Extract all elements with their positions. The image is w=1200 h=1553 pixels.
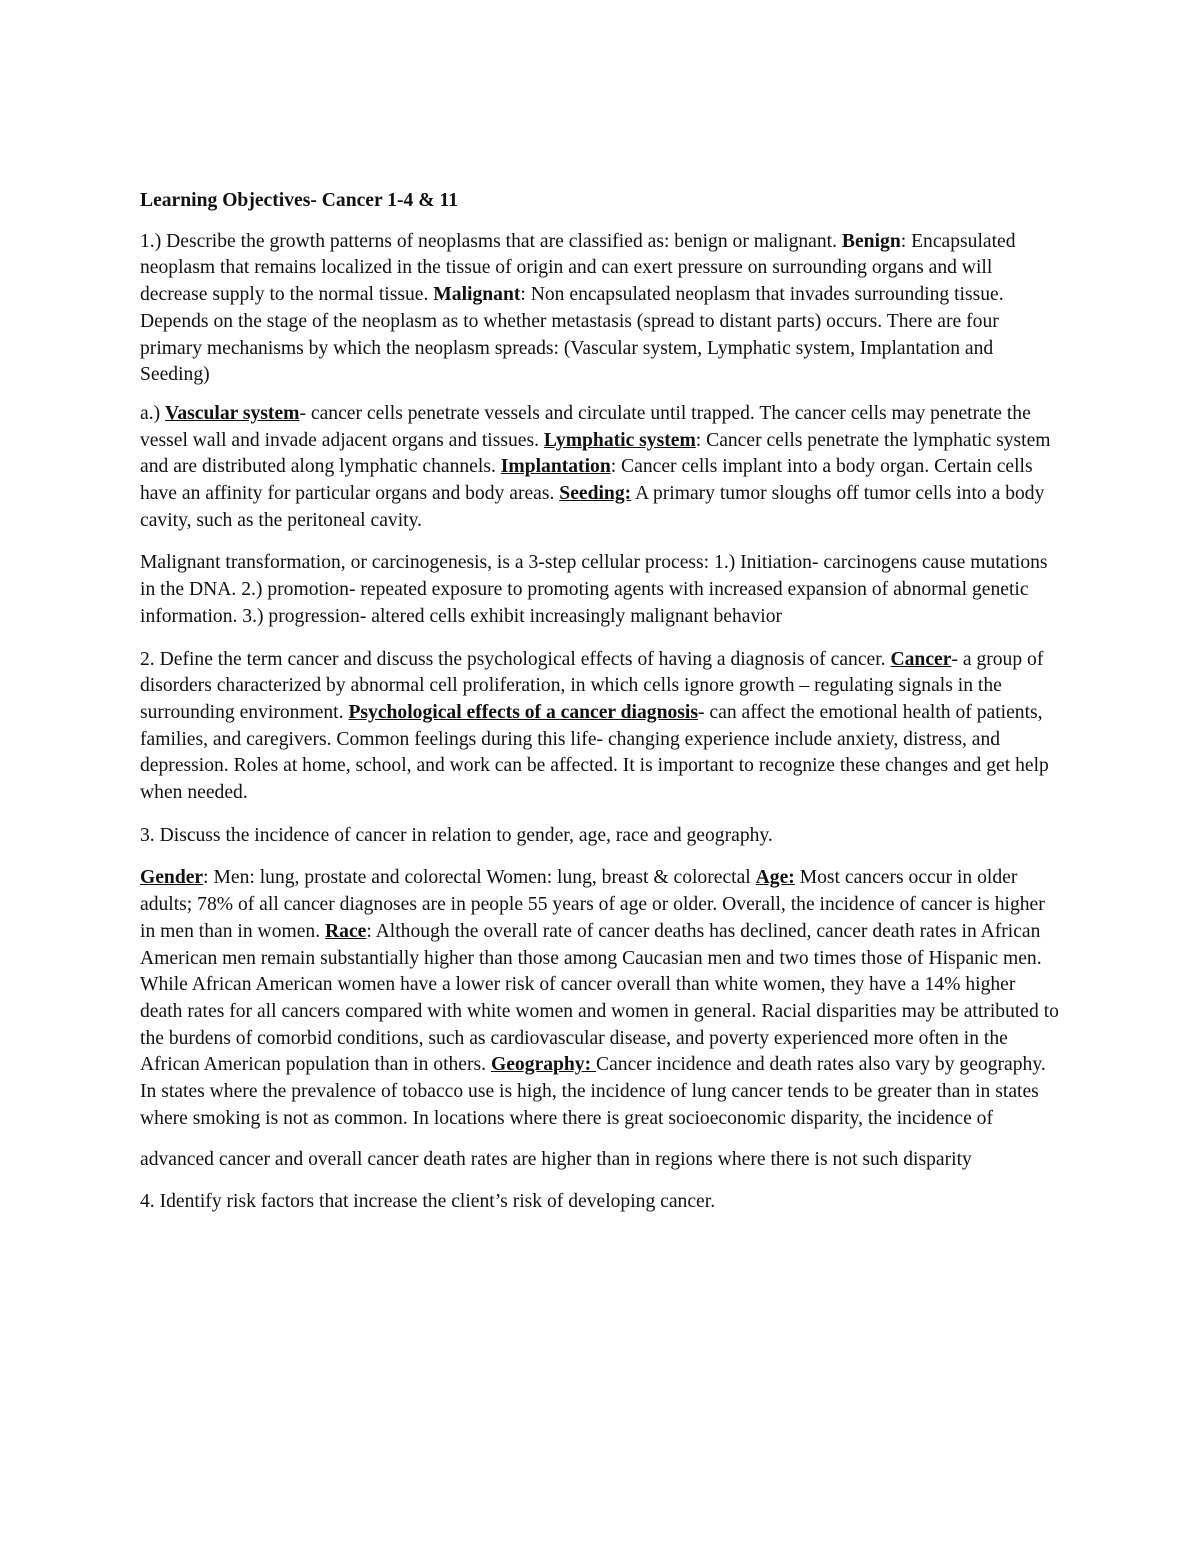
spread-mechanisms-paragraph — [140, 401, 1060, 535]
race-term: Race — [325, 920, 367, 942]
vascular-system-text: - cancer cells penetrate vessels and circulate until trapped. The cancer cells may penetrate the vessel wall and invade adjacent organs and tissues. — [140, 402, 1031, 451]
incidence-paragraph — [140, 865, 1060, 1132]
implantation-term: Implantation — [500, 456, 611, 478]
objective-2-paragraph — [140, 647, 1060, 807]
psychological-effects-term: Psychological effects of a cancer diagnosis — [348, 701, 698, 723]
objective-1-paragraph — [140, 229, 1060, 389]
document-page — [140, 188, 1060, 1232]
objective-1-intro: 1.) Describe the growth patterns of neoplasms that are classified as: benign or malignant. — [140, 230, 838, 252]
malignant-term: Malignant — [433, 284, 521, 306]
cancer-term: Cancer — [890, 648, 952, 670]
seeding-term: Seeding: — [559, 483, 632, 505]
benign-definition: : Encapsulated neoplasm that remains localized in the tissue of origin and can exert pressure on surrounding organs and will decrease supply to the normal tissue. — [140, 230, 1016, 306]
lymphatic-system-text: : Cancer cells penetrate the lymphatic system and are distributed along lymphatic channels. — [140, 429, 1051, 478]
spread-prefix: a.) — [140, 402, 166, 424]
seeding-text: A primary tumor sloughs off tumor cells into a body cavity, such as the peritoneal cavity. — [140, 483, 1045, 531]
psychological-effects-text: - can affect the emotional health of patients, families, and caregivers. Common feelings during this life- changing experience include anxiety, distress, and depression. Roles at home, school, and work can be affected. It is important to recognize these changes and get help when needed. — [140, 701, 1049, 804]
disparity-paragraph: advanced cancer and overall cancer death rates are higher than in regions where there is not such disparity — [140, 1148, 972, 1170]
geography-term: Geography: — [490, 1054, 597, 1076]
document-title: Learning Objectives- Cancer 1-4 & 11 — [140, 190, 458, 211]
objective-2-intro: 2. Define the term cancer and discuss the psychological effects of having a diagnosis of cancer. — [140, 648, 886, 670]
benign-term: Benign — [841, 230, 901, 252]
objective-4-heading: 4. Identify risk factors that increase the client’s risk of developing cancer. — [140, 1191, 716, 1213]
implantation-text: : Cancer cells implant into a body organ. Certain cells have an affinity for particular organs and body areas. — [140, 456, 1033, 505]
lymphatic-system-term: Lymphatic system — [543, 429, 696, 451]
cancer-definition: - a group of disorders characterized by abnormal cell proliferation, in which cells ignore growth – regulating signals in the surrounding environment. — [140, 648, 1044, 723]
age-text: Most cancers occur in older adults; 78% of all cancer diagnoses are in people 55 years of age or older. Overall, the incidence of cancer is higher in men than in women. — [140, 867, 1045, 942]
age-term: Age: — [755, 867, 795, 889]
gender-term: Gender — [140, 867, 204, 889]
geography-text: Cancer incidence and death rates also vary by geography. In states where the prevalence of tobacco use is high, the incidence of lung cancer tends to be greater than in states where smoking is not as common. In locations where there is great socioeconomic disparity, the incidence of — [140, 1054, 1046, 1129]
vascular-system-term: Vascular system — [165, 402, 300, 424]
carcinogenesis-paragraph: Malignant transformation, or carcinogenesis, is a 3-step cellular process: 1.) Initiation- carcinogens cause mutations in the DNA. 2.) promotion- repeated exposure to promoting agents with increased expansion of abnormal genetic information. 3.) progression- altered cells exhibit increasingly malignant behavior — [140, 552, 1048, 627]
malignant-definition: : Non encapsulated neoplasm that invades surrounding tissue. Depends on the stage of the neoplasm as to whether metastasis (spread to distant parts) occurs. There are four primary mechanisms by which the neoplasm spreads: (Vascular system, Lymphatic system, Implantation and Seeding) — [140, 284, 1004, 386]
objective-3-heading: 3. Discuss the incidence of cancer in relation to gender, age, race and geography. — [140, 824, 773, 846]
race-text: : Although the overall rate of cancer deaths has declined, cancer death rates in African American men remain substantially higher than those among Caucasian men and two times those of Hispanic men. While African American women have a lower risk of cancer overall than white women, they have a 14% higher death rates for all cancers compared with white women and women in general. Racial disparities may be attributed to the burdens of comorbid conditions, such as cardiovascular disease, and poverty experienced more often in the African American population than in others. — [140, 920, 1059, 1076]
gender-text: : Men: lung, prostate and colorectal Women: lung, breast & colorectal — [203, 867, 756, 889]
